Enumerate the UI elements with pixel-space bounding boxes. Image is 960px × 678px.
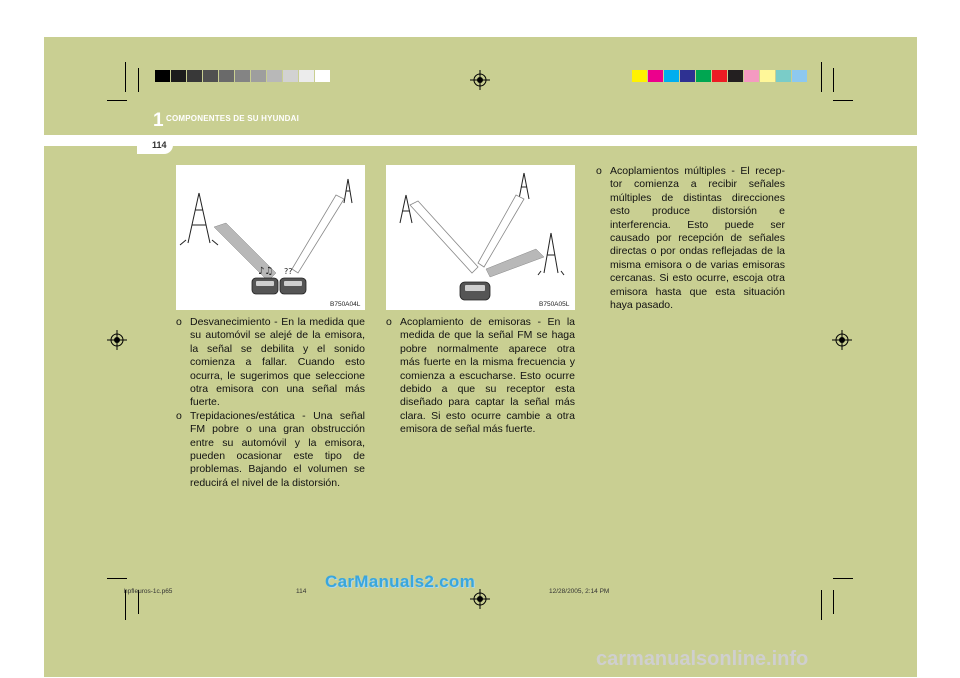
color-swatch (315, 70, 330, 82)
radio-fading-illustration-icon (176, 165, 365, 310)
list-item (596, 165, 785, 312)
crop-mark (138, 68, 139, 92)
color-swatch (267, 70, 282, 82)
color-swatch (648, 70, 663, 82)
watermark-link[interactable]: CarManuals2.com (325, 572, 475, 591)
crop-mark (833, 578, 853, 579)
color-swatch (696, 70, 711, 82)
color-swatch (203, 70, 218, 82)
color-swatch (712, 70, 727, 82)
left-column (176, 316, 365, 490)
header-band (44, 135, 917, 146)
bullet-marker: o (176, 409, 182, 422)
crop-mark (107, 578, 127, 579)
list-item-text: Acoplamiento de emisoras - En la medida de que la señal FM se haga pobre normalmente aparece otra más fuerte en la misma frecuencia y comienza a escucharse. Esto ocurre debido a que su receptor esta diseñado para captar la señal más clara. Si esto ocurre cambie a otra emisora de señal más fuerte. (400, 316, 575, 436)
color-swatch (792, 70, 807, 82)
right-column (596, 165, 785, 312)
figure-code: B750A04L (330, 301, 361, 308)
registration-mark-icon (107, 330, 127, 350)
color-swatch (251, 70, 266, 82)
color-swatch (776, 70, 791, 82)
color-swatch (632, 70, 647, 82)
crop-mark (107, 100, 127, 101)
chapter-title: COMPONENTES DE SU HYUNDAI (166, 114, 300, 123)
color-swatch (664, 70, 679, 82)
color-swatch (187, 70, 202, 82)
color-swatch (155, 70, 170, 82)
color-swatch (219, 70, 234, 82)
list-item (386, 316, 575, 437)
color-swatch (680, 70, 695, 82)
footer-page: 114 (296, 588, 307, 595)
list-item-text: Trepidaciones/estática - Una señal FM pobre o una gran obstrucción entre su automóvil y la emisora, pueden ocasionar este tipo de problemas. Bajando el volumen se reducirá el nivel de la distorsión. (190, 409, 365, 489)
color-swatch (299, 70, 314, 82)
crop-mark (125, 62, 126, 92)
footer-filename: hpfleuros-1c.p65 (124, 588, 173, 595)
color-swatch (171, 70, 186, 82)
svg-text:♪♫: ♪♫ (258, 266, 274, 277)
color-swatch (744, 70, 759, 82)
color-swatch (283, 70, 298, 82)
list-item (176, 316, 365, 410)
middle-column (386, 316, 575, 437)
list-item-text: Desvanecimiento - En la medida que su automóvil se alejé de la emisora, la señal se debilita y el sonido comienza a fallar. Cuando esto ocurra, le sugerimos que seleccione otra emisora con una señal más fuerte. (190, 316, 365, 409)
site-watermark: carmanualsonline.info (596, 648, 809, 670)
registration-mark-icon (470, 589, 490, 609)
crop-mark (821, 62, 822, 92)
crop-mark (833, 68, 834, 92)
crop-mark (833, 590, 834, 614)
crop-mark (833, 100, 853, 101)
registration-mark-icon (470, 70, 490, 90)
grayscale-color-bar (155, 70, 331, 82)
figure-station-coupling (386, 165, 575, 310)
list-item-text: Acoplamientos múltiples - El recep-tor comienza a recibir señales múltiples de distintas direcciones esto produce distorsión e interferencia. Esto puede ser causado por recepción de señales directas o por ondas reflejadas de la misma emisora o de varias emisoras cercanas. Si esto ocurre, escoja otra emisora hasta que esta situación haya pasado. (610, 165, 785, 312)
svg-text:??: ?? (284, 267, 293, 276)
bullet-marker: o (386, 316, 392, 328)
figure-radio-fading (176, 165, 365, 310)
figure-code: B750A05L (539, 301, 570, 308)
list-item (176, 410, 365, 490)
color-swatch (728, 70, 743, 82)
page-number: 114 (152, 140, 167, 150)
color-swatch (760, 70, 775, 82)
crop-mark (821, 590, 822, 620)
footer-date: 12/28/2005, 2:14 PM (549, 588, 610, 595)
color-swatch (235, 70, 250, 82)
registration-mark-icon (832, 330, 852, 350)
station-coupling-illustration-icon (386, 165, 575, 310)
process-color-bar (632, 70, 808, 82)
bullet-marker: o (596, 165, 602, 177)
chapter-number: 1 (153, 110, 164, 131)
bullet-marker: o (176, 316, 182, 328)
